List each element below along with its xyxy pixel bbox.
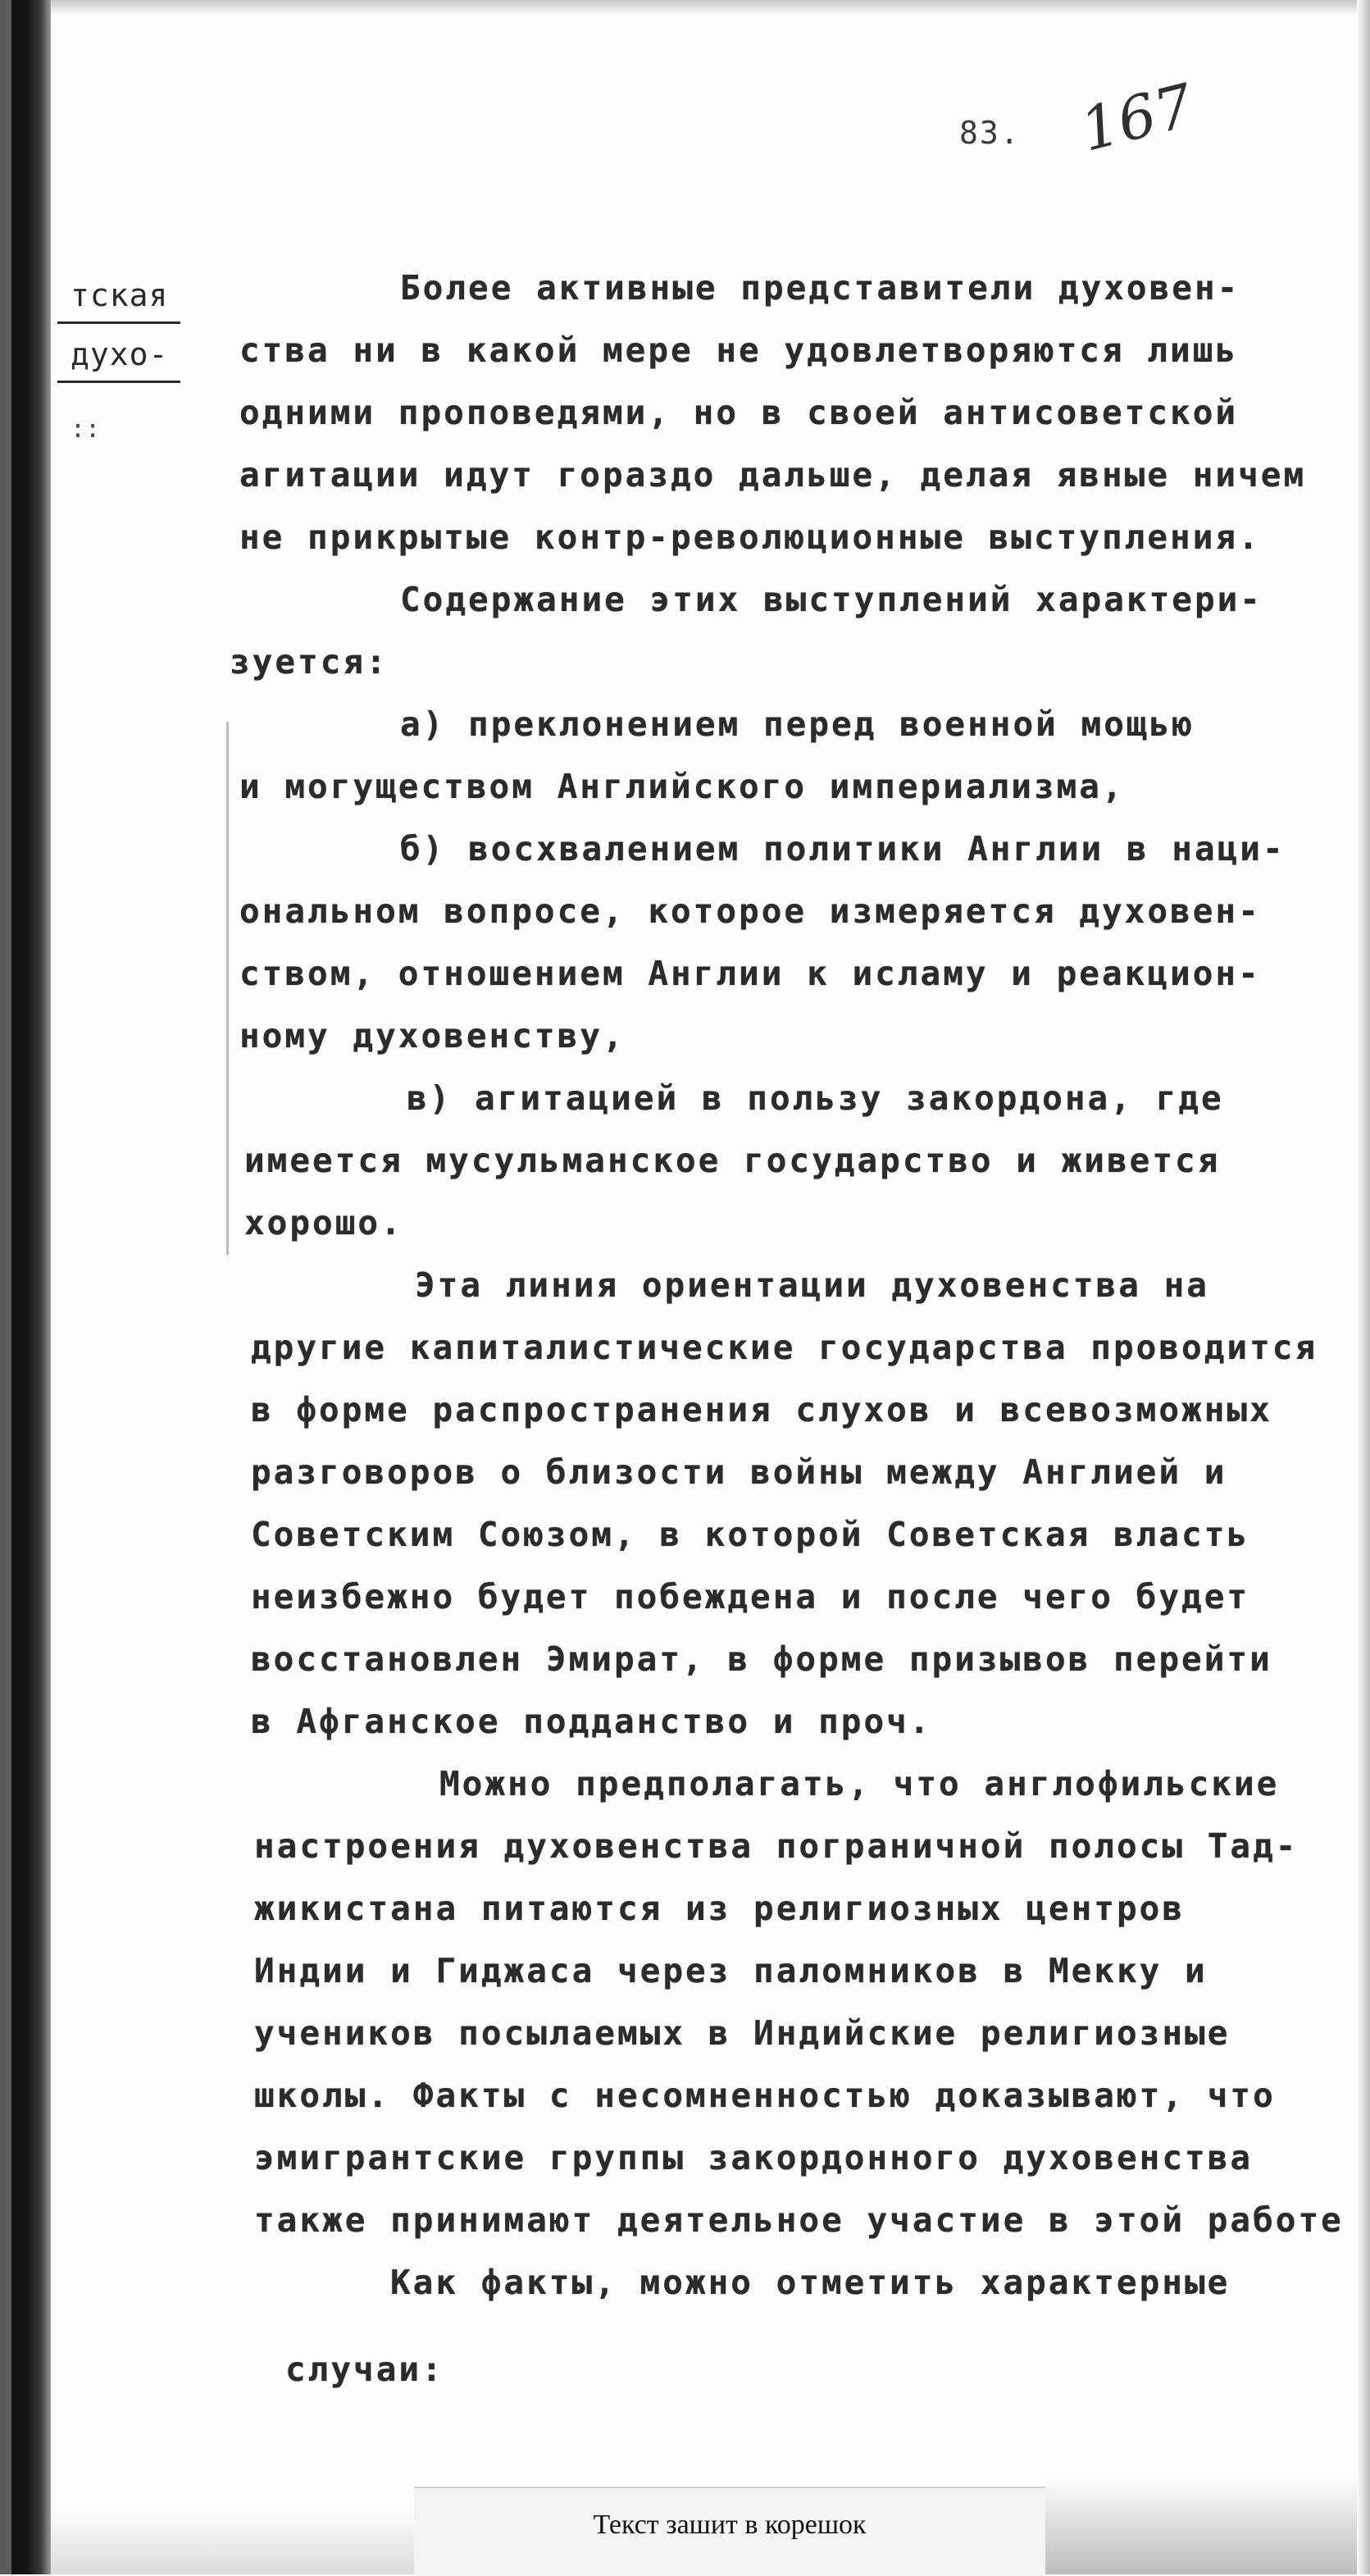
body-line: случаи:: [285, 2350, 444, 2389]
margin-underline-2: [57, 381, 180, 383]
archive-stamp-strip: [414, 2487, 1045, 2576]
body-line: Советским Союзом, в которой Советская власть: [251, 1515, 1250, 1554]
body-line: жикистана питаются из религиозных центров: [254, 1889, 1186, 1928]
body-line: Как факты, можно отметить характерные: [390, 2263, 1231, 2302]
body-line: Эта линия ориентации духовенства на: [415, 1265, 1209, 1305]
body-line: не прикрытые контр-революционные выступления.: [239, 517, 1261, 557]
body-line: неизбежно будет побеждена и после чего будет: [251, 1577, 1250, 1616]
body-line: ством, отношением Англии к исламу и реакцион-: [239, 954, 1261, 993]
body-line: в Афганское подданство и проч.: [251, 1702, 932, 1741]
body-line: в форме распространения слухов и всевозможных: [251, 1390, 1272, 1429]
body-line: Более активные представители духовен-: [400, 268, 1240, 308]
archive-stamp-text: Текст зашит в корешок: [593, 2510, 867, 2540]
body-line: в) агитацией в пользу закордона, где: [407, 1078, 1224, 1118]
body-line: и могуществом Английского империализма,: [239, 767, 1125, 806]
scan-bottom-shadow-right: [1045, 2477, 1357, 2574]
margin-note-dots: ::: [71, 415, 101, 444]
body-line: одними проповедями, но в своей антисоветской: [239, 393, 1239, 432]
body-line: эмигрантские группы закордонного духовенства: [254, 2138, 1254, 2177]
body-line: ональном вопросе, которое измеряется духовен-: [239, 891, 1261, 931]
body-line: Содержание этих выступлений характери-: [400, 580, 1263, 619]
page-number: 83.: [959, 115, 1021, 151]
margin-note-line-2: духо-: [71, 336, 169, 372]
body-line: также принимают деятельное участие в этой работе: [254, 2200, 1344, 2240]
body-line: ному духовенству,: [239, 1016, 626, 1055]
body-line: другие капиталистические государства проводится: [251, 1328, 1318, 1367]
body-line: а) преклонением перед военной мощью: [400, 704, 1195, 744]
body-line: восстановлен Эмират, в форме призывов перейти: [251, 1639, 1272, 1679]
right-scan-shadow: [1357, 0, 1370, 2574]
body-line: Индии и Гиджаса через паломников в Мекку и: [254, 1951, 1208, 1990]
margin-underline-1: [57, 321, 180, 324]
body-line: б) восхвалением политики Англии в наци-: [400, 829, 1286, 869]
body-line: настроения духовенства пограничной полосы Тад-: [254, 1826, 1299, 1866]
body-line: хорошо.: [244, 1203, 403, 1242]
top-scan-shadow: [51, 0, 1370, 15]
margin-note-line-1: тская: [71, 277, 169, 313]
body-line: учеников посылаемых в Индийские религиозные: [254, 2013, 1231, 2053]
body-line: разговоров о близости войны между Англией и: [251, 1452, 1227, 1492]
body-line: ства ни в какой мере не удовлетворяются лишь: [239, 331, 1239, 370]
body-line: агитации идут гораздо дальше, делая явные ничем: [239, 455, 1307, 495]
body-line: школы. Факты с несомненностью доказывают, что: [254, 2076, 1276, 2115]
archive-folio-number: 167: [1073, 70, 1200, 165]
body-line: зуется:: [230, 642, 389, 682]
binding-edge: [0, 0, 11, 2574]
margin-bracket: [226, 722, 229, 1255]
body-line: имеется мусульманское государство и живется: [244, 1141, 1221, 1180]
scan-bottom-shadow-left: [51, 2510, 414, 2574]
body-line: Можно предполагать, что англофильские: [439, 1764, 1280, 1803]
